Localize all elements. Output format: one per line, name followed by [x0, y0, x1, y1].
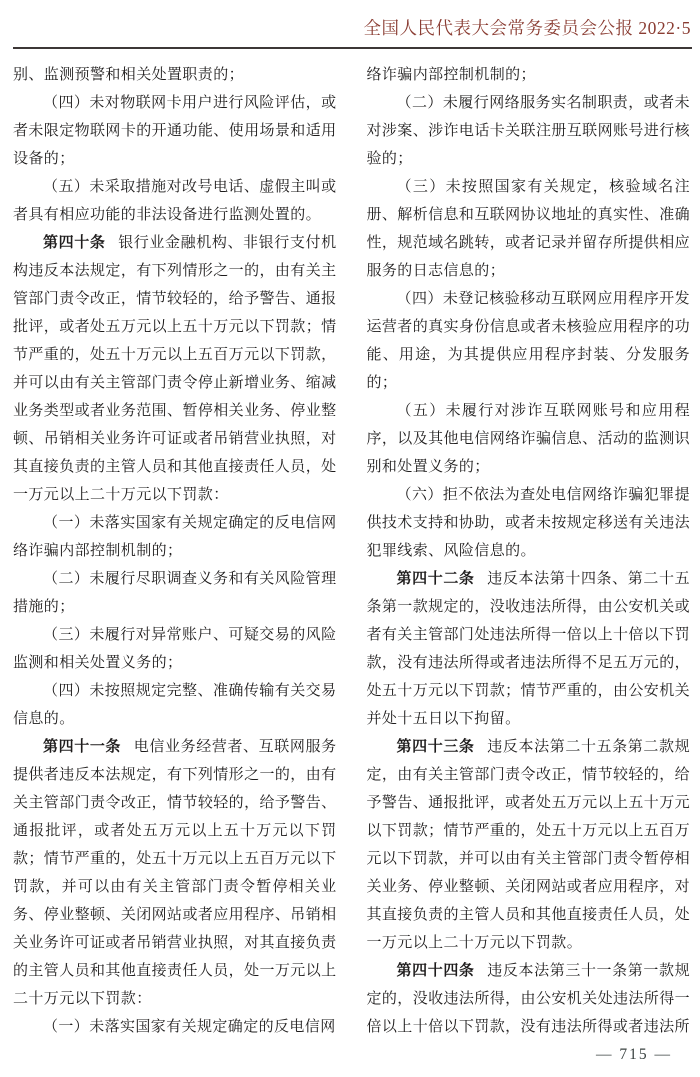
- article-number: 第四十一条: [43, 738, 122, 755]
- article-paragraph: [367, 733, 691, 957]
- paragraph: （三）未履行对异常账户、可疑交易的风险监测和相关处置义务的；: [13, 627, 337, 671]
- paragraph: （四）未按照规定完整、准确传输有关交易信息的。: [13, 683, 337, 727]
- right-column: [367, 61, 691, 1041]
- article-text: 违反本法第十四条、第二十五条第一款规定的，没收违法所得，由公安机关或者有关主管部门处违法所得一倍以上十倍以下罚款，没有违法所得或者违法所得不足五万元的，处五十万元以下罚款；情节严重的，由公安机关并处十五日以下拘留。: [366, 571, 690, 727]
- article-text: 违反本法第二十五条第二款规定，由有关主管部门责令改正，情节较轻的，给予警告、通报批评，或者处五万元以上五十万元以下罚款；情节严重的，处五十万元以上五百万元以下罚款，并可以由有关主管部门责令暂停相关业务、停业整顿、关闭网站或者应用程序，对其直接负责的主管人员和其他直接责任人员，处一万元以上二十万元以下罚款。: [366, 739, 690, 951]
- paragraph: （四）未对物联网卡用户进行风险评估，或者未限定物联网卡的开通功能、使用场景和适用设备的；: [13, 95, 337, 167]
- article-paragraph: [13, 733, 337, 1013]
- paragraph: 络诈骗内部控制机制的；: [366, 67, 536, 83]
- article-number: 第四十三条: [396, 738, 475, 755]
- article-text: 违反本法第三十一条第一款规定的，没收违法所得，由公安机关处违法所得一倍以上十倍以下罚款，没有违法所得或者违法所: [366, 963, 690, 1035]
- article-paragraph: [367, 565, 691, 733]
- paragraph: （五）未履行对涉诈互联网账号和应用程序，以及其他电信网络诈骗信息、活动的监测识别和处置义务的；: [366, 403, 690, 475]
- left-column: [13, 61, 337, 1041]
- article-paragraph: [13, 229, 337, 509]
- header-divider: [13, 47, 692, 49]
- paragraph: （一）未落实国家有关规定确定的反电信网络诈骗内部控制机制的；: [13, 515, 337, 559]
- paragraph: （一）未落实国家有关规定确定的反电信网: [43, 1019, 336, 1035]
- paragraph: （六）拒不依法为查处电信网络诈骗犯罪提供技术支持和协助，或者未按规定移送有关违法犯罪线索、风险信息的。: [366, 487, 690, 559]
- article-number: 第四十二条: [396, 570, 475, 587]
- article-text: 电信业务经营者、互联网服务提供者违反本法规定，有下列情形之一的，由有关主管部门责令改正，情节较轻的，给予警告、通报批评，或者处五万元以上五十万元以下罚款；情节严重的，处五十万元以上五百万元以下罚款，并可以由有关主管部门责令暂停相关业务、停业整顿、关闭网站或者应用程序、吊销相关业务许可证或者吊销营业执照，对其直接负责的主管人员和其他直接责任人员，处一万元以上二十万元以下罚款：: [13, 739, 337, 1007]
- running-header-title: 全国人民代表大会常务委员会公报 2022·5: [363, 18, 691, 38]
- article-number: 第四十条: [43, 234, 106, 251]
- article-number: 第四十四条: [396, 962, 475, 979]
- article-text: 银行业金融机构、非银行支付机构违反本法规定，有下列情形之一的，由有关主管部门责令改正，情节较轻的，给予警告、通报批评，或者处五万元以上五十万元以下罚款；情节严重的，处五十万元以上五百万元以下罚款，并可以由有关主管部门责令停止新增业务、缩减业务类型或者业务范围、暂停相关业务、停业整顿、吊销相关业务许可证或者吊销营业执照，对其直接负责的主管人员和其他直接责任人员，处一万元以上二十万元以下罚款：: [13, 235, 337, 503]
- paragraph: （三）未按照国家有关规定，核验域名注册、解析信息和互联网协议地址的真实性、准确性，规范域名跳转，或者记录并留存所提供相应服务的日志信息的；: [366, 179, 690, 279]
- paragraph: 别、监测预警和相关处置职责的；: [13, 67, 245, 83]
- article-paragraph: [367, 957, 691, 1041]
- paragraph: （二）未履行尽职调查义务和有关风险管理措施的；: [13, 571, 337, 615]
- text-columns: [13, 61, 690, 1041]
- paragraph: （五）未采取措施对改号电话、虚假主叫或者具有相应功能的非法设备进行监测处置的。: [13, 179, 337, 223]
- paragraph: （二）未履行网络服务实名制职责，或者未对涉案、涉诈电话卡关联注册互联网账号进行核验的；: [366, 95, 690, 167]
- paragraph: （四）未登记核验移动互联网应用程序开发运营者的真实身份信息或者未核验应用程序的功能、用途，为其提供应用程序封装、分发服务的；: [366, 291, 690, 391]
- page-number: — 715 —: [596, 1046, 672, 1063]
